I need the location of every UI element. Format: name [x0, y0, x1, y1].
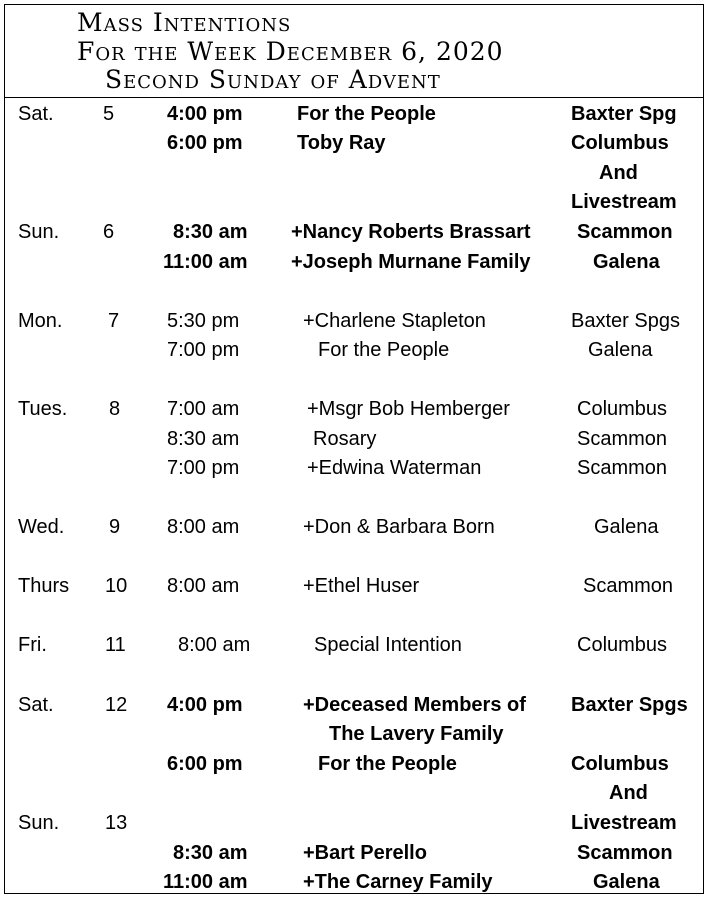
- schedule-cell: 7:00 am: [167, 398, 240, 420]
- schedule-cell: For the People: [318, 339, 450, 361]
- schedule-cell: 6:00 pm: [167, 753, 243, 775]
- schedule-cell: 4:00 pm: [167, 694, 243, 716]
- schedule-cell: 6:00 pm: [167, 132, 243, 154]
- schedule-cell: Columbus: [577, 398, 668, 420]
- schedule-cell: 8:00 am: [167, 516, 240, 538]
- schedule-cell: 5:30 pm: [167, 310, 240, 332]
- title-line-3: Second Sunday of Advent: [105, 65, 441, 94]
- schedule-cell: Special Intention: [314, 634, 462, 656]
- schedule-cell: +Msgr Bob Hemberger: [307, 398, 510, 420]
- schedule-cell: Galena: [593, 251, 660, 273]
- schedule-cell: Tues.: [18, 398, 68, 420]
- schedule-cell: 11: [105, 634, 126, 656]
- schedule-cell: 8:30 am: [167, 428, 240, 450]
- schedule-cell: +Nancy Roberts Brassart: [291, 221, 531, 243]
- schedule-cell: Rosary: [313, 428, 377, 450]
- schedule-cell: Livestream: [571, 812, 677, 834]
- title-line-2: For the Week December 6, 2020: [77, 37, 504, 66]
- schedule-cell: Sun.: [18, 221, 60, 243]
- schedule-cell: 11:00 am: [163, 871, 248, 893]
- schedule-cell: +The Carney Family: [303, 871, 493, 893]
- schedule-cell: Columbus: [571, 753, 669, 775]
- schedule-cell: 8:30 am: [173, 842, 248, 864]
- schedule-cell: Sun.: [18, 812, 60, 834]
- schedule-cell: Wed.: [18, 516, 65, 538]
- schedule-cell: Galena: [593, 871, 660, 893]
- schedule-cell: 6: [103, 221, 115, 243]
- schedule-cell: 8:30 am: [173, 221, 248, 243]
- mass-intentions-sheet: [4, 4, 704, 894]
- schedule-cell: And: [599, 162, 638, 184]
- schedule-cell: 11:00 am: [163, 251, 248, 273]
- schedule-cell: 7: [108, 310, 120, 332]
- schedule-cell: Scammon: [583, 575, 674, 597]
- schedule-cell: For the People: [318, 753, 457, 775]
- schedule-cell: Thurs: [18, 575, 70, 597]
- schedule-cell: Toby Ray: [297, 132, 386, 154]
- schedule-cell: Baxter Spgs: [571, 694, 688, 716]
- schedule-cell: 9: [109, 516, 121, 538]
- schedule-cell: 7:00 pm: [167, 339, 240, 361]
- schedule-cell: 8:00 am: [178, 634, 251, 656]
- schedule-cell: 13: [105, 812, 128, 834]
- schedule-cell: Scammon: [577, 842, 673, 864]
- schedule-cell: 10: [105, 575, 128, 597]
- schedule-cell: +Deceased Members of: [303, 694, 526, 716]
- schedule-cell: +Don & Barbara Born: [303, 516, 495, 538]
- schedule-cell: Scammon: [577, 457, 668, 479]
- schedule-cell: Baxter Spg: [571, 103, 677, 125]
- schedule-cell: 8:00 am: [167, 575, 240, 597]
- header-box: [5, 5, 703, 98]
- schedule-cell: 7:00 pm: [167, 457, 240, 479]
- schedule-cell: Columbus: [571, 132, 669, 154]
- schedule-cell: Sat.: [18, 694, 54, 716]
- schedule-cell: +Edwina Waterman: [307, 457, 482, 479]
- schedule-cell: +Bart Perello: [303, 842, 427, 864]
- schedule-cell: Columbus: [577, 634, 668, 656]
- schedule-cell: Livestream: [571, 191, 677, 213]
- schedule-cell: 12: [105, 694, 128, 716]
- schedule-cell: Scammon: [577, 428, 668, 450]
- schedule-cell: Galena: [594, 516, 659, 538]
- schedule-cell: And: [609, 782, 648, 804]
- schedule-cell: 4:00 pm: [167, 103, 243, 125]
- schedule-cell: Baxter Spgs: [571, 310, 680, 332]
- schedule-cell: Galena: [588, 339, 653, 361]
- schedule-cell: For the People: [297, 103, 436, 125]
- schedule-cell: 8: [109, 398, 121, 420]
- schedule-cell: 5: [103, 103, 115, 125]
- schedule-cell: +Charlene Stapleton: [303, 310, 486, 332]
- schedule-cell: Scammon: [577, 221, 673, 243]
- schedule-cell: The Lavery Family: [329, 723, 504, 745]
- schedule-cell: +Joseph Murnane Family: [291, 251, 531, 273]
- schedule-cell: Sat.: [18, 103, 54, 125]
- schedule-cell: +Ethel Huser: [303, 575, 420, 597]
- schedule-cell: Mon.: [18, 310, 63, 332]
- title-line-1: Mass Intentions: [77, 8, 292, 37]
- schedule-cell: Fri.: [18, 634, 47, 656]
